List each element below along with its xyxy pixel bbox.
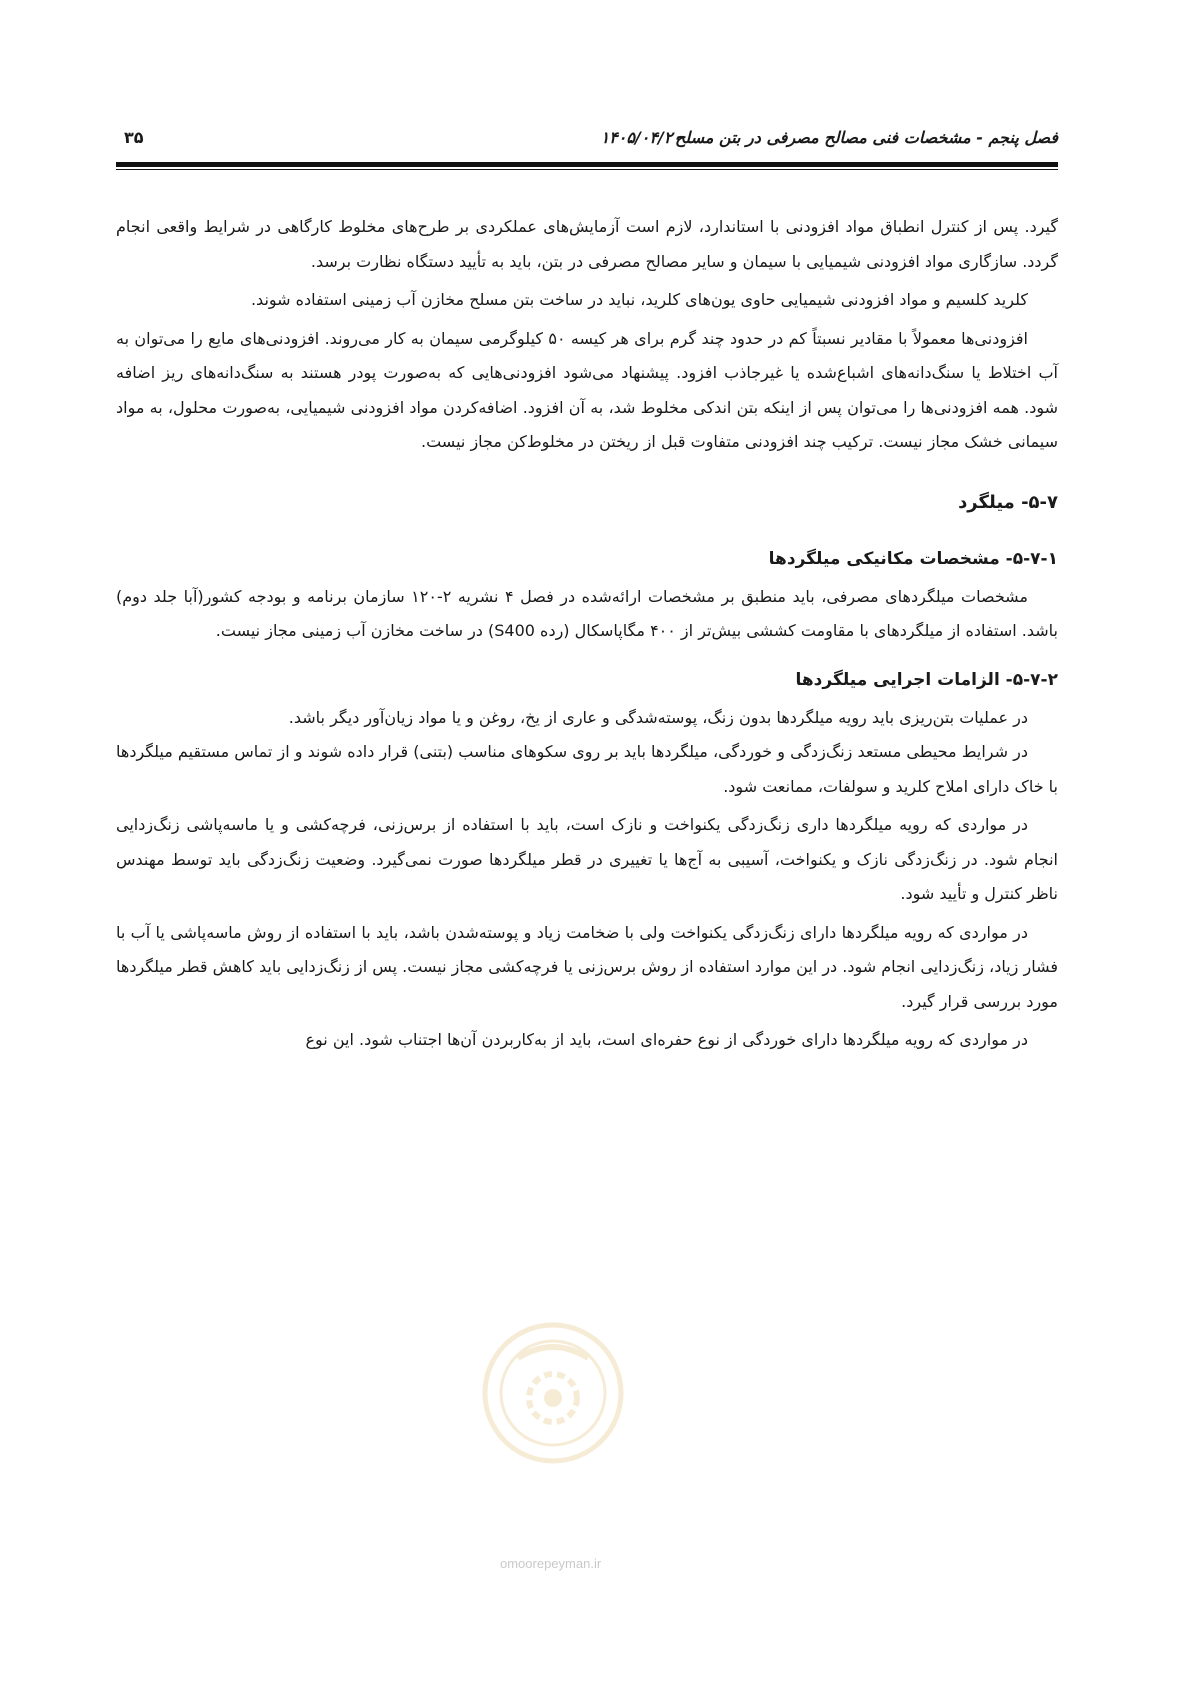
paragraph-rebar-spec: مشخصات میلگردهای مصرفی، باید منطبق بر مشخصات ارائه‌شده در فصل ۴ نشریه ۲-۱۲۰ سازمان برنامه و بودجه کشور(آبا جلد دوم) باشد. استفاده از میلگردهای با مقاومت کششی بیش‌تر از ۴۰۰ مگاپاسکال (رده S400) در ساخت مخازن آب زمینی مجاز نیست.	[116, 586, 1058, 640]
paragraph-pitting: در مواردی که رویه میلگردها دارای خوردگی از نوع حفره‌ای است، باید از به‌کاربردن آن‌ها اجتناب شود. این نوع	[305, 1030, 1028, 1049]
page-number: ۳۵	[124, 128, 144, 147]
paragraph-thick-rust: در مواردی که رویه میلگردها دارای زنگ‌زدگی یکنواخت ولی با ضخامت زیاد و پوسته‌شدن باشد، باید با استفاده از روش ماسه‌پاشی یا آب با فشار زیاد، زنگ‌زدایی انجام شود. در این موارد استفاده از روش برس‌زنی یا فرچه‌کشی مجاز نیست. پس از زنگ‌زدایی باید کاهش قطر میلگردها مورد بررسی قرار گیرد.	[116, 922, 1058, 1011]
header-date: ۱۴۰۵/۰۴/۲۰	[600, 128, 681, 147]
paragraph-calcium-chloride: کلرید کلسیم و مواد افزودنی شیمیایی حاوی یون‌های کلرید، نباید در ساخت بتن مسلح مخازن آب زمینی استفاده شوند.	[250, 290, 1028, 309]
watermark-text: omoorepeyman.ir	[500, 1556, 602, 1571]
subsection-heading-mechanical: ۵-۷-۱- مشخصات مکانیکی میلگردها	[768, 548, 1058, 569]
paragraph-admixture-dosage: افزودنی‌ها معمولاً با مقادیر نسبتاً کم در حدود چند گرم برای هر کیسه ۵۰ کیلوگرمی سیمان به کار می‌روند. افزودنی‌های مایع را می‌توان به آب اختلاط یا سنگ‌دانه‌های اشباع‌شده یا غیرجاذب افزود. پیشنهاد می‌شود افزودنی‌هایی که به‌صورت پودر هستند به سنگ‌دانه‌های ریز اضافه شود. همه افزودنی‌ها را می‌توان پس از اینکه بتن اندکی مخلوط شد، به آن افزود. اضافه‌کردن مواد افزودنی شیمیایی، به‌صورت محلول، به مواد سیمانی خشک مجاز نیست. ترکیب چند افزودنی متفاوت قبل از ریختن در مخلوط‌کن مجاز نیست.	[116, 328, 1058, 451]
subsection-heading-execution: ۵-۷-۲- الزامات اجرایی میلگردها	[795, 669, 1058, 690]
paragraph-thin-rust: در مواردی که رویه میلگردها داری زنگ‌زدگی یکنواخت و نازک است، باید با استفاده از برس‌زنی، فرچه‌کشی و یا ماسه‌پاشی زنگ‌زدایی انجام شود. در زنگ‌زدگی نازک و یکنواخت، آسیبی به آج‌ها یا تغییری در قطر میلگردها صورت نمی‌گیرد. وضعیت زنگ‌زدگی باید توسط مهندس ناظر کنترل و تأیید شود.	[116, 815, 1058, 903]
chapter-title: فصل پنجم - مشخصات فنی مصالح مصرفی در بتن مسلح	[674, 128, 1058, 147]
page-header	[116, 128, 1058, 154]
page-body	[116, 210, 1058, 1058]
header-rule-thick	[116, 162, 1058, 167]
paragraph-rebar-surface: در عملیات بتن‌ریزی باید رویه میلگردها بدون زنگ، پوسته‌شدگی و عاری از یخ، روغن و یا مواد زیان‌آور دیگر باشد.	[288, 707, 1028, 727]
section-heading-rebar: ۵-۷- میلگرد	[958, 491, 1058, 513]
paragraph-corrosive-env: در شرایط محیطی مستعد زنگ‌زدگی و خوردگی، میلگردها باید بر روی سکوهای مناسب (بتنی) قرار داده شوند و از تماس مستقیم میلگردها با خاک دارای املاح کلرید و سولفات، ممانعت شود.	[116, 742, 1058, 796]
watermark-logo	[478, 1318, 628, 1468]
paragraph-continuation: گیرد. پس از کنترل انطباق مواد افزودنی با استاندارد، لازم است آزمایش‌های عملکردی بر طرح‌های مخلوط کارگاهی در شرایط واقعی انجام گردد. سازگاری مواد افزودنی شیمیایی با سیمان و سایر مصالح مصرفی در بتن، باید به تأیید دستگاه نظارت برسد.	[116, 217, 1058, 271]
header-rule-thin	[116, 169, 1058, 170]
